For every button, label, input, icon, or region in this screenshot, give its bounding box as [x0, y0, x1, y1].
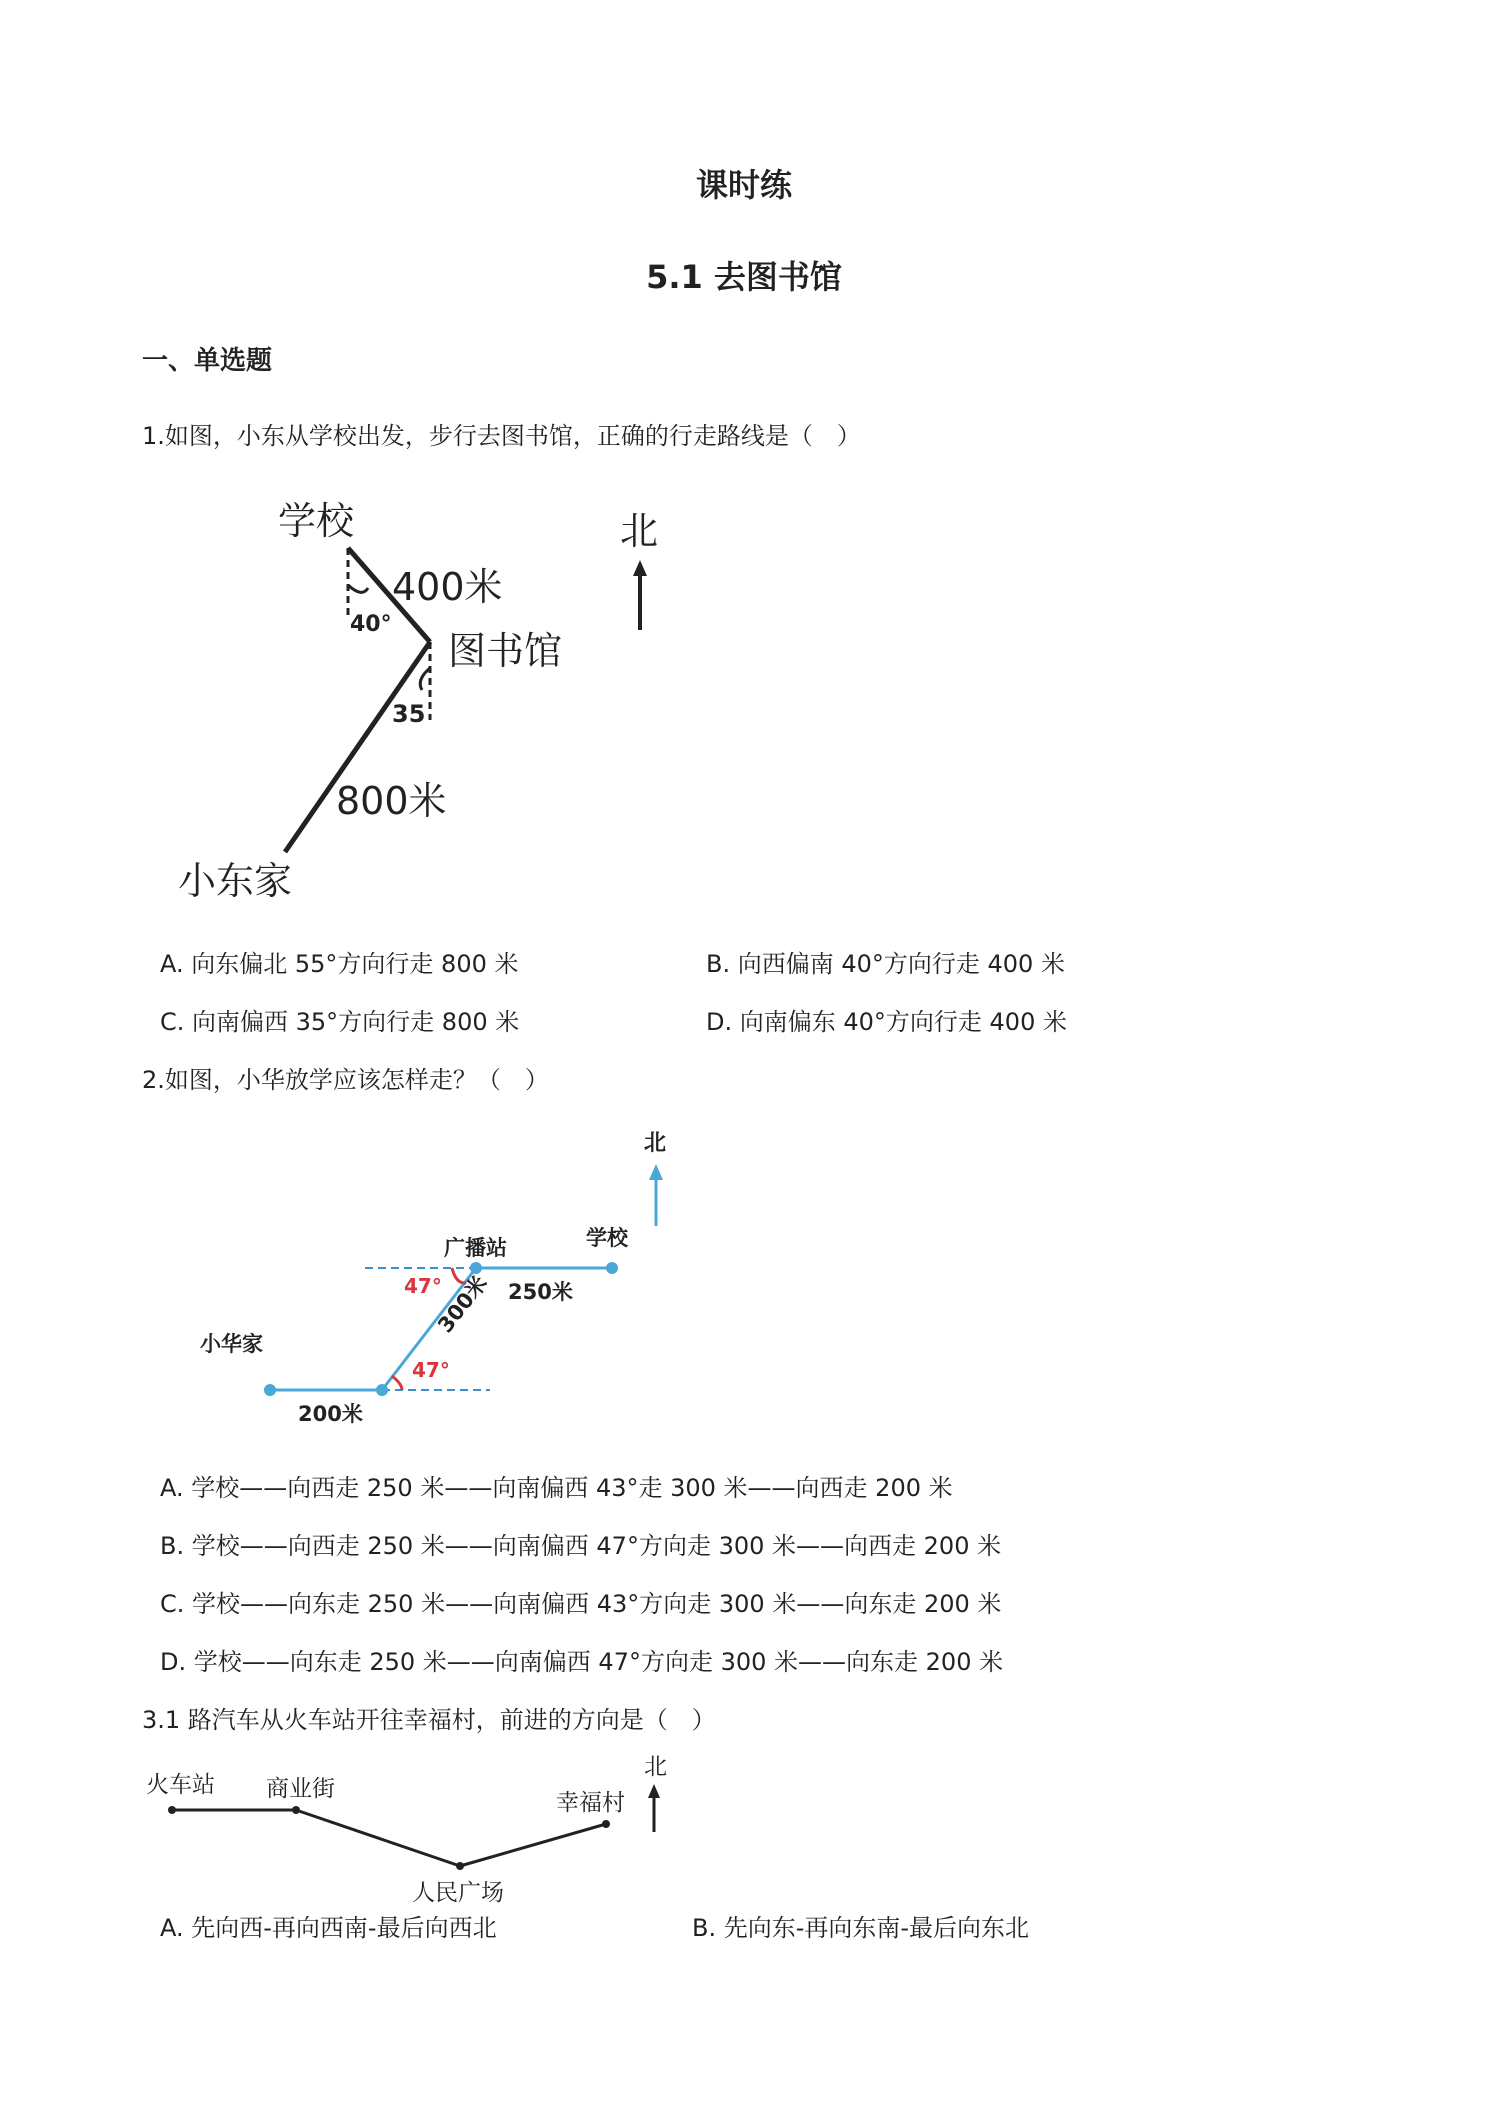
label-distance-300: 300米	[433, 1271, 492, 1338]
stop-point-3	[456, 1862, 464, 1870]
label-north-2: 北	[644, 1131, 667, 1156]
label-stop-4: 幸福村	[556, 1790, 625, 1816]
label-home-2: 小华家	[200, 1332, 263, 1356]
label-distance-200: 200米	[298, 1402, 363, 1426]
question-2-stem: 2.如图，小华放学应该怎样走？（ ）	[142, 1066, 549, 1094]
label-station: 广播站	[444, 1236, 507, 1260]
stop-point-4	[602, 1820, 610, 1828]
q1-option-b[interactable]: B. 向西偏南 40°方向行走 400 米	[706, 950, 1065, 978]
label-stop-2: 商业街	[266, 1776, 335, 1802]
label-angle-bottom: 47°	[412, 1358, 450, 1382]
label-north: 北	[620, 509, 659, 553]
route-seg-2	[296, 1810, 460, 1866]
label-angle-35: 35	[392, 700, 426, 728]
label-stop-3: 人民广场	[412, 1880, 504, 1906]
stop-point-2	[292, 1806, 300, 1814]
label-angle-40: 40°	[350, 612, 392, 637]
page-subtitle: 5.1 去图书馆	[646, 258, 842, 296]
label-school-2: 学校	[586, 1226, 628, 1250]
north-arrow-head-3	[648, 1784, 660, 1798]
q2-option-d[interactable]: D. 学校——向东走 250 米——向南偏西 47°方向走 300 米——向东走 200 米	[160, 1648, 1004, 1676]
section-heading: 一、单选题	[142, 346, 273, 376]
question-3-stem: 3.1 路汽车从火车站开往幸福村，前进的方向是（ ）	[142, 1706, 716, 1734]
stop-point-1	[168, 1806, 176, 1814]
q2-option-a[interactable]: A. 学校——向西走 250 米——向南偏西 43°走 300 米——向西走 200 米	[160, 1474, 953, 1502]
label-distance-250: 250米	[508, 1280, 573, 1304]
label-distance-800: 800米	[336, 779, 447, 823]
label-distance-400: 400米	[392, 565, 503, 609]
q2-option-c[interactable]: C. 学校——向东走 250 米——向南偏西 43°方向走 300 米——向东走 200 米	[160, 1590, 1002, 1618]
q3-option-a[interactable]: A. 先向西-再向西南-最后向西北	[160, 1914, 497, 1942]
label-home: 小东家	[178, 859, 293, 903]
q1-option-c[interactable]: C. 向南偏西 35°方向行走 800 米	[160, 1008, 520, 1036]
page-title: 课时练	[695, 166, 792, 204]
q2-option-b[interactable]: B. 学校——向西走 250 米——向南偏西 47°方向走 300 米——向西走 200 米	[160, 1532, 1002, 1560]
q1-option-d[interactable]: D. 向南偏东 40°方向行走 400 米	[706, 1008, 1067, 1036]
q1-option-a[interactable]: A. 向东偏北 55°方向行走 800 米	[160, 950, 519, 978]
label-library: 图书馆	[448, 629, 563, 673]
label-north-3: 北	[644, 1754, 667, 1780]
label-angle-top: 47°	[404, 1274, 442, 1298]
q3-option-b[interactable]: B. 先向东-再向东南-最后向东北	[692, 1914, 1030, 1942]
label-school: 学校	[278, 499, 355, 543]
label-stop-1: 火车站	[146, 1772, 215, 1798]
question-1-stem: 1.如图，小东从学校出发，步行去图书馆，正确的行走路线是（ ）	[142, 422, 861, 450]
route-seg-3	[460, 1824, 606, 1866]
